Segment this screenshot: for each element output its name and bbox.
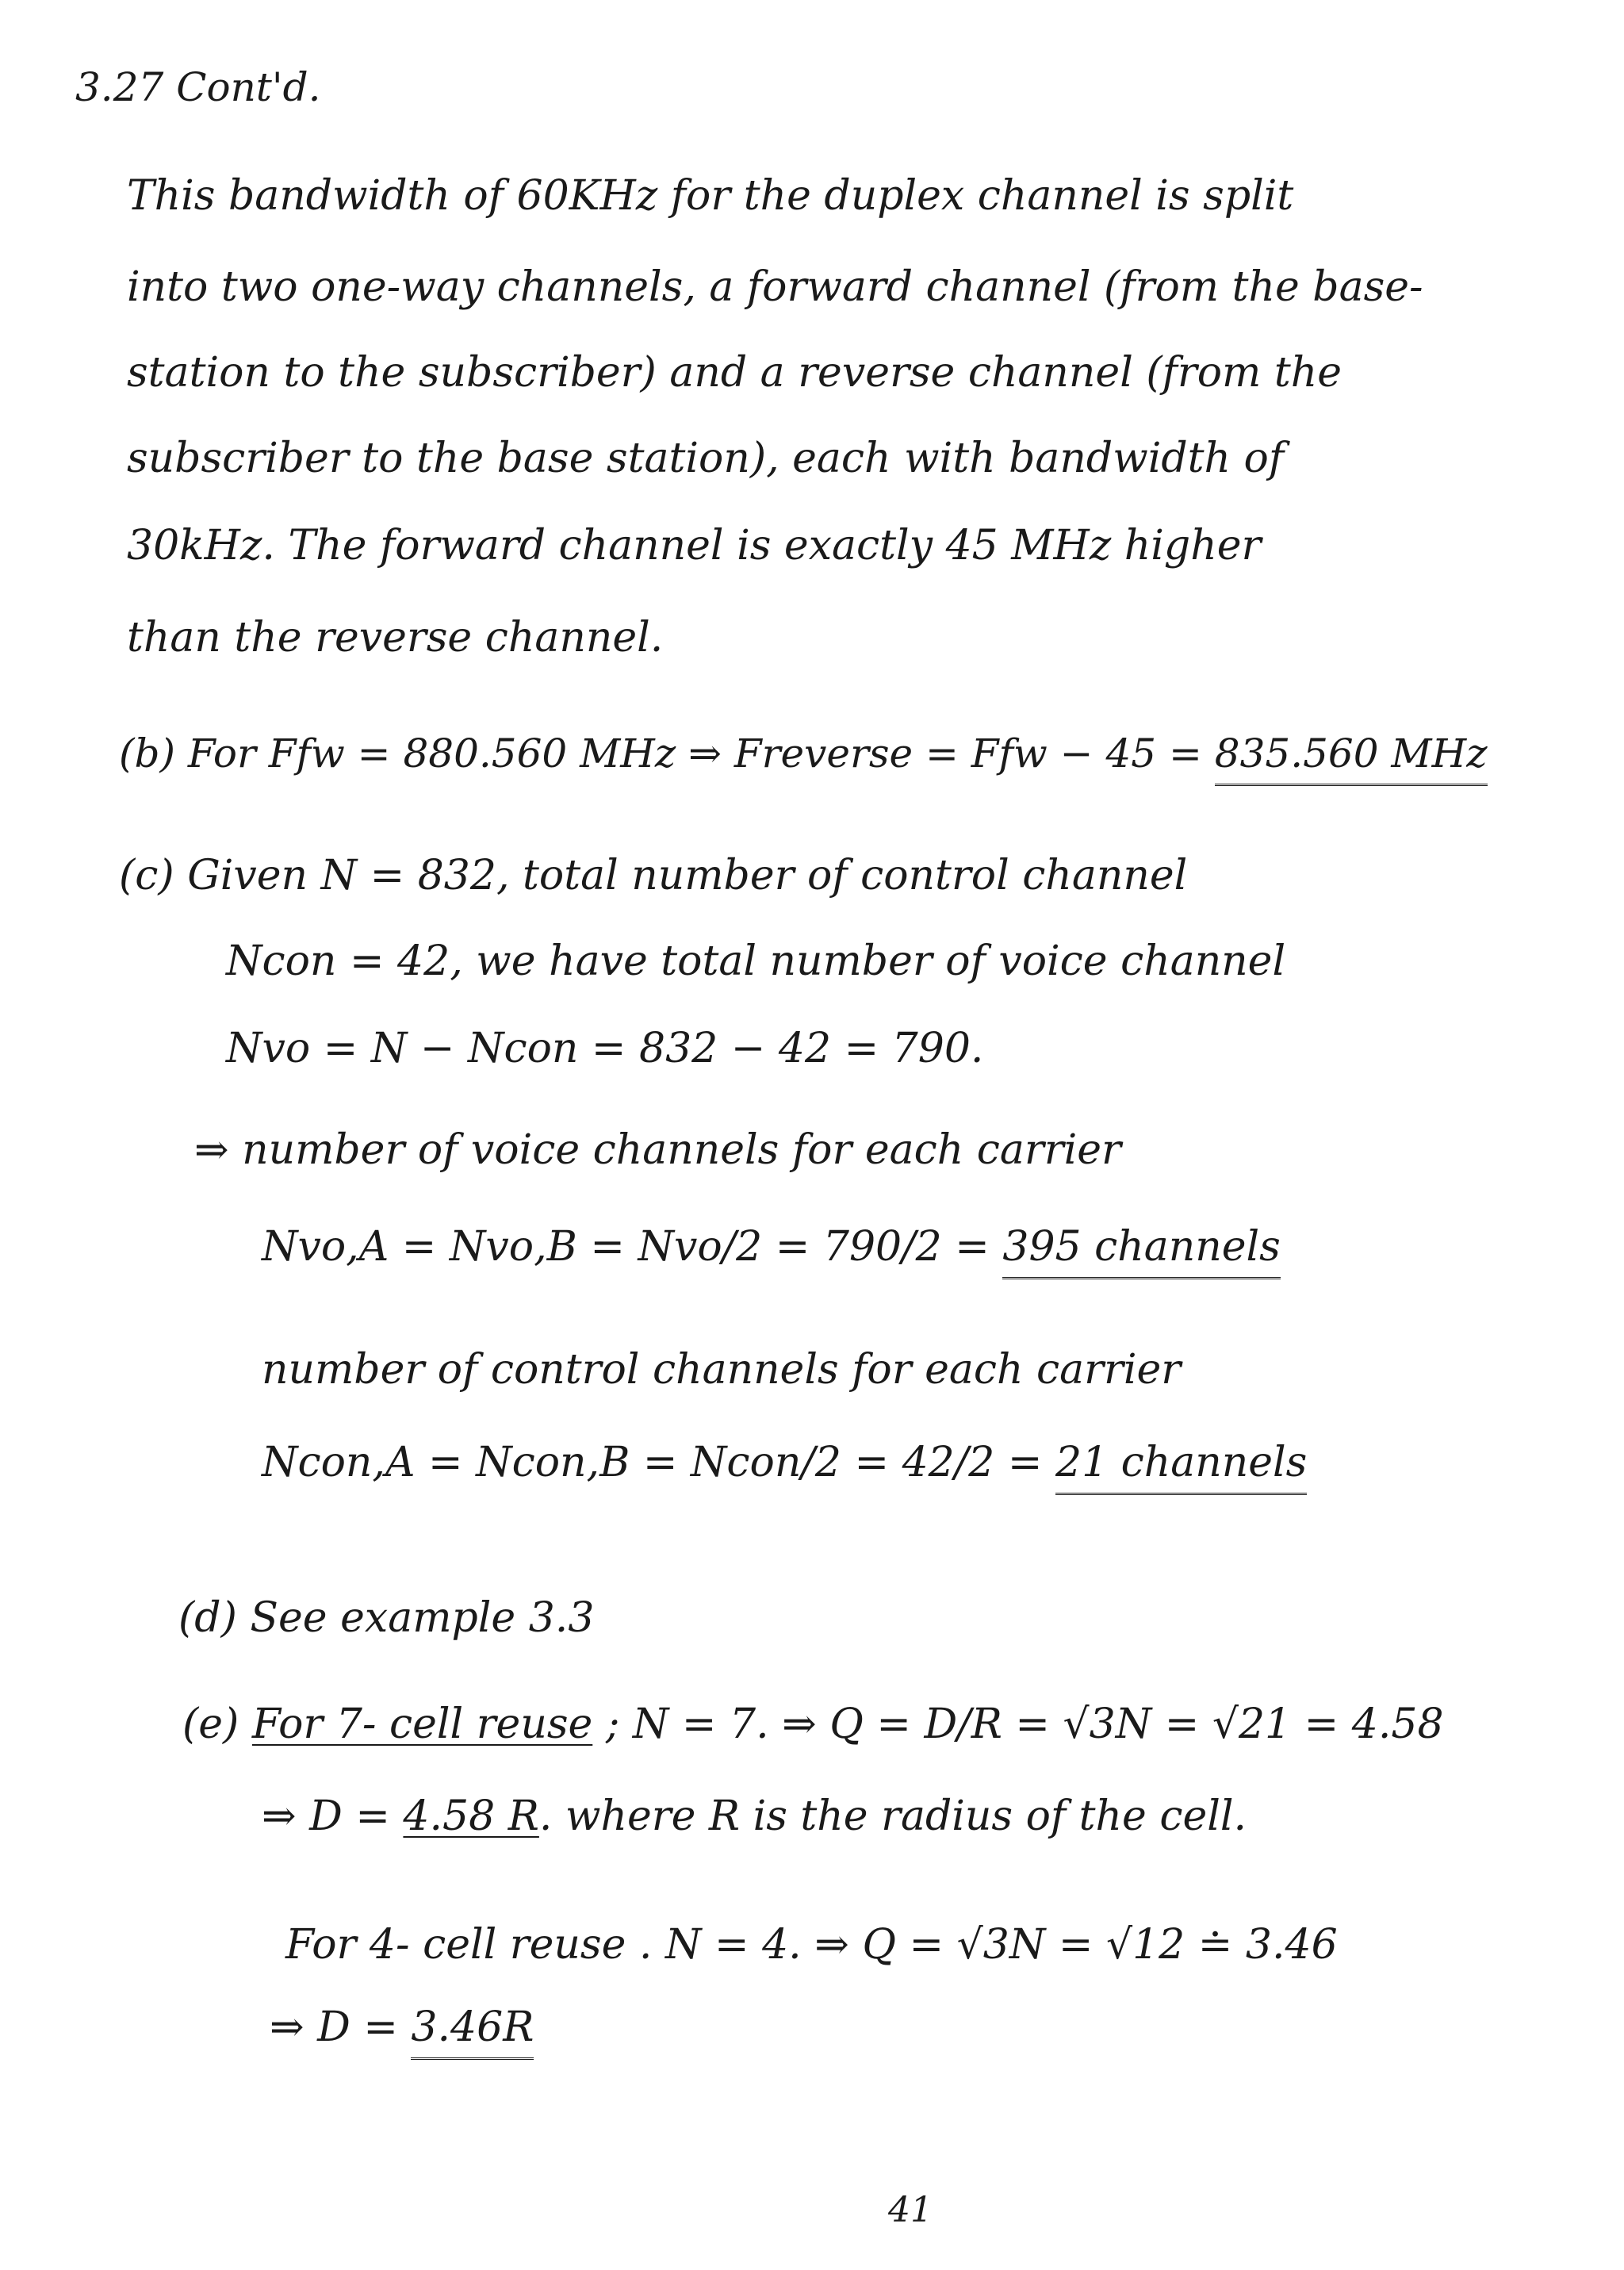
seven-cell-d-result: 4.58 R bbox=[403, 1793, 539, 1840]
paragraph-line-4: subscriber to the base station), each with bandwidth of bbox=[127, 435, 1285, 482]
paragraph-line-3: station to the subscriber) and a reverse channel (from the bbox=[127, 349, 1342, 397]
seven-cell-d-prefix: ⇒ D = bbox=[262, 1793, 404, 1840]
part-e-line-3: For 4- cell reuse . N = 4. ⇒ Q = √3N = √12 ≐ 3.46 bbox=[285, 1921, 1338, 1969]
paragraph-line-6: than the reverse channel. bbox=[127, 614, 664, 661]
part-c-line-3: Nvo = N − Ncon = 832 − 42 = 790. bbox=[226, 1025, 984, 1072]
control-per-carrier-expression: Ncon,A = Ncon,B = Ncon/2 = 42/2 = bbox=[262, 1439, 1055, 1486]
part-b-result: 835.560 MHz bbox=[1215, 728, 1488, 786]
four-cell-d-result: 3.46R bbox=[411, 2002, 534, 2060]
seven-cell-reuse-calc: ; N = 7. ⇒ Q = D/R = √3N = √21 = 4.58 bbox=[605, 1701, 1444, 1748]
control-per-carrier-result: 21 channels bbox=[1055, 1437, 1307, 1495]
seven-cell-reuse-heading: For 7- cell reuse bbox=[251, 1701, 593, 1748]
four-cell-d-prefix: ⇒ D = bbox=[270, 2004, 412, 2051]
problem-heading: 3.27 Cont'd. bbox=[75, 64, 321, 110]
part-e-line-2 bbox=[262, 1791, 1247, 1842]
part-c-line-7 bbox=[262, 1437, 1307, 1495]
part-c-line-6: number of control channels for each carrier bbox=[262, 1346, 1182, 1394]
part-e-line-4 bbox=[270, 2002, 534, 2060]
part-c-line-4: ⇒ number of voice channels for each carrier bbox=[194, 1126, 1121, 1174]
part-d-line: (d) See example 3.3 bbox=[178, 1594, 595, 1642]
part-c-line-5 bbox=[262, 1221, 1281, 1279]
paragraph-line-1: This bandwidth of 60KHz for the duplex channel is split bbox=[127, 172, 1294, 220]
paragraph-line-2: into two one-way channels, a forward channel (from the base- bbox=[127, 263, 1423, 311]
part-b-line bbox=[119, 728, 1488, 786]
part-e-line-1 bbox=[182, 1699, 1444, 1750]
part-b-prefix: (b) For Ffw = 880.560 MHz ⇒ Freverse = Ffw − 45 = bbox=[119, 730, 1215, 776]
part-c-line-1: (c) Given N = 832, total number of control channel bbox=[119, 852, 1188, 899]
voice-per-carrier-result: 395 channels bbox=[1002, 1221, 1280, 1279]
part-c-line-2: Ncon = 42, we have total number of voice channel bbox=[226, 938, 1286, 985]
paragraph-line-5: 30kHz. The forward channel is exactly 45 MHz higher bbox=[127, 522, 1262, 569]
part-e-label: (e) bbox=[182, 1701, 239, 1748]
voice-per-carrier-expression: Nvo,A = Nvo,B = Nvo/2 = 790/2 = bbox=[262, 1223, 1003, 1271]
seven-cell-d-note: . where R is the radius of the cell. bbox=[538, 1793, 1247, 1840]
page-number: 41 bbox=[888, 2190, 933, 2230]
